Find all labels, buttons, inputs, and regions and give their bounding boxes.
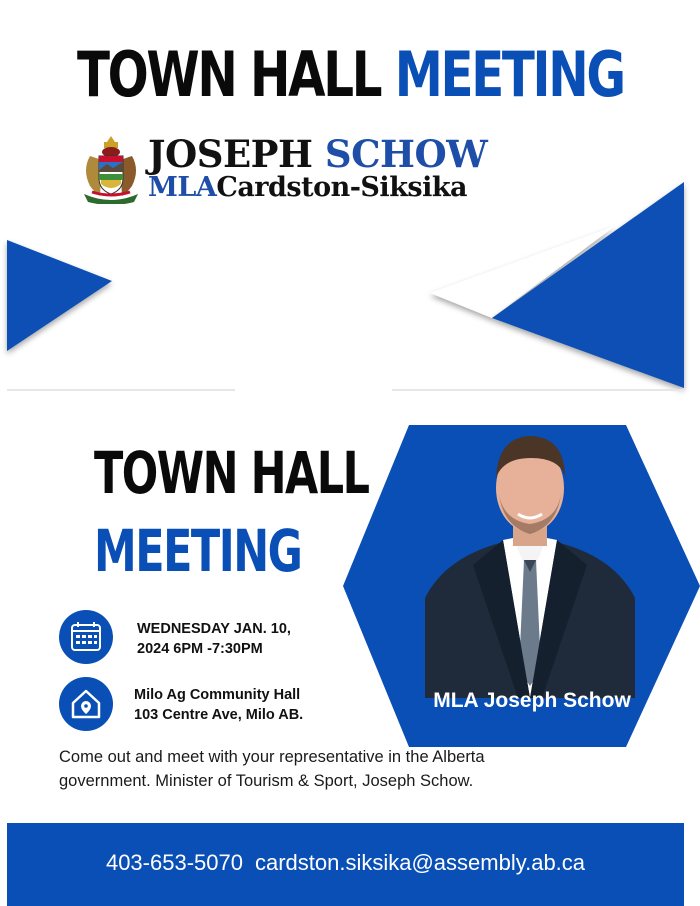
contact-phone[interactable]: 403-653-5070 (105, 850, 243, 875)
decorative-banner (0, 180, 700, 395)
event-date-line2: 2024 6PM -7:30PM (137, 641, 263, 657)
mla-name (148, 132, 488, 176)
venue-icon-badge (59, 677, 113, 731)
section-title-meeting: MEETING (94, 517, 302, 585)
contact-email[interactable]: cardston.siksika@assembly.ab.ca (254, 850, 586, 875)
venue-address: 103 Centre Ave, Milo AB. (134, 707, 304, 723)
event-venue (134, 685, 303, 725)
venue-name: Milo Ag Community Hall (134, 687, 301, 703)
mla-role-prefix: MLA (148, 172, 217, 203)
contact-footer (7, 823, 684, 906)
riding-name: Cardston-Siksika (216, 172, 468, 203)
event-description: Come out and meet with your representative in the Alberta government. Minister of Tourism & Sport, Joseph Schow. (59, 748, 485, 790)
portrait-photo (425, 428, 635, 698)
mla-last-name: SCHOW (324, 132, 488, 176)
section-title-town-hall: TOWN HALL (94, 439, 369, 507)
page-headline (77, 38, 624, 111)
mla-first-name: JOSEPH (148, 132, 313, 176)
date-icon-badge (59, 610, 113, 664)
contact-info (7, 850, 684, 876)
event-date-line1: WEDNESDAY JAN. 10, (137, 621, 291, 637)
headline-town-hall: TOWN HALL (77, 38, 381, 111)
location-house-icon (59, 677, 113, 731)
event-date (137, 619, 291, 659)
headline-meeting: MEETING (394, 38, 624, 111)
calendar-icon (59, 610, 113, 664)
portrait-caption: MLA Joseph Schow (433, 689, 631, 712)
